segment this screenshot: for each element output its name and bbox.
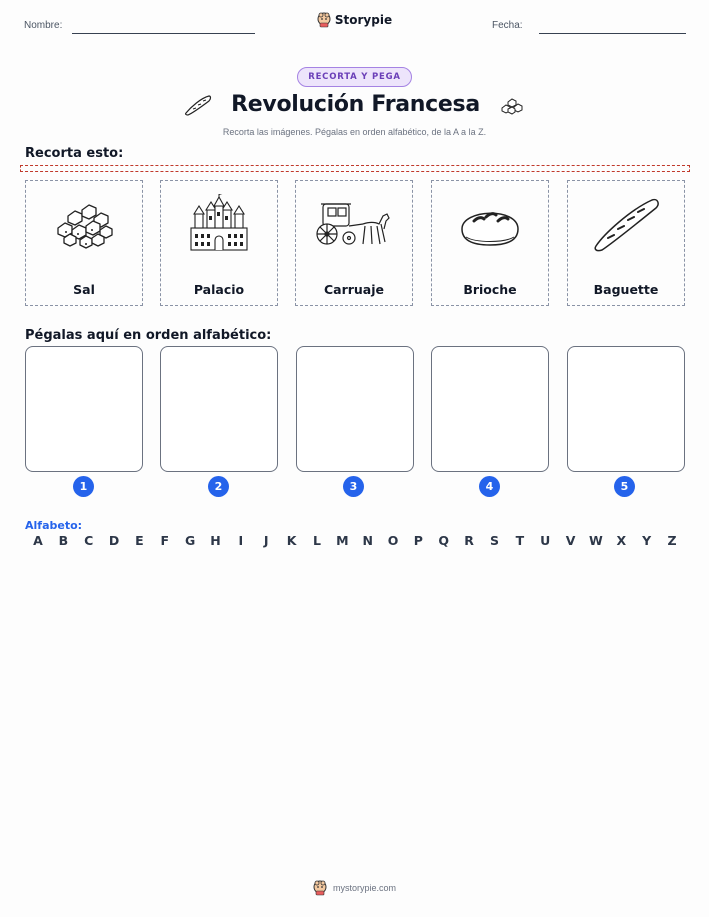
brand [0, 12, 709, 28]
date-line [539, 33, 686, 34]
alphabet-letter: J [263, 533, 269, 548]
alphabet-letter: U [540, 533, 551, 548]
brioche-icon [458, 199, 522, 249]
alphabet-letter: V [565, 533, 576, 548]
slot-number-badge: 5 [614, 476, 635, 497]
storypie-logo-icon [317, 12, 331, 28]
alphabet-letter: Z [667, 533, 677, 548]
alphabet-letter: X [616, 533, 627, 548]
alphabet-letter: R [464, 533, 474, 548]
alphabet-letter: L [312, 533, 321, 548]
alphabet-letter: W [589, 533, 603, 548]
alphabet-letter: H [210, 533, 221, 548]
baguette-icon [590, 194, 662, 254]
cut-card-brioche[interactable] [431, 180, 549, 306]
carriage-icon [315, 196, 393, 252]
storypie-logo-icon [313, 880, 327, 896]
salt-icon [52, 198, 116, 250]
page-title: Revolución Francesa [231, 92, 480, 117]
slot-number-badge: 1 [73, 476, 94, 497]
card-label: Baguette [593, 282, 659, 297]
alphabet-letter: K [286, 533, 297, 548]
name-label: Nombre: [24, 20, 63, 31]
brand-name: Storypie [334, 13, 393, 27]
alphabet-letter: O [387, 533, 399, 548]
alphabet-title: Alfabeto: [25, 519, 83, 532]
alphabet-letter: D [108, 533, 120, 548]
paste-heading: Pégalas aquí en orden alfabético: [25, 328, 272, 343]
cut-line [20, 165, 690, 172]
slot-number-badge: 2 [208, 476, 229, 497]
title-row [0, 92, 709, 117]
alphabet-letter: I [238, 533, 244, 548]
alphabet-letter: M [336, 533, 349, 548]
alphabet-letter: F [160, 533, 170, 548]
card-label: Palacio [193, 282, 245, 297]
cut-card-baguette[interactable] [567, 180, 685, 306]
alphabet-letter: Q [438, 533, 450, 548]
palace-icon [187, 194, 251, 254]
cut-card-sal[interactable] [25, 180, 143, 306]
date-label: Fecha: [492, 20, 523, 31]
footer-link[interactable]: mystorypie.com [332, 883, 396, 893]
paste-slot-4[interactable] [431, 346, 549, 472]
paste-slot-1[interactable] [25, 346, 143, 472]
paste-slot-2[interactable] [160, 346, 278, 472]
activity-badge [0, 67, 709, 87]
paste-slot-3[interactable] [296, 346, 414, 472]
instructions: Recorta las imágenes. Pégalas en orden alfabético, de la A a la Z. [222, 127, 487, 137]
alphabet-letter: T [515, 533, 525, 548]
alphabet-letter: N [362, 533, 373, 548]
slot-number-badge: 3 [343, 476, 364, 497]
alphabet-letter: S [489, 533, 499, 548]
activity-badge-label: RECORTA Y PEGA [297, 67, 412, 87]
card-label: Brioche [463, 282, 517, 297]
paste-slot-5[interactable] [567, 346, 685, 472]
alphabet-letter: G [185, 533, 196, 548]
alphabet-letter: B [58, 533, 69, 548]
name-line [72, 33, 255, 34]
baguette-icon [183, 93, 213, 117]
footer [0, 880, 709, 896]
slot-number-badge: 4 [479, 476, 500, 497]
alphabet-letter: C [84, 533, 94, 548]
cut-card-palacio[interactable] [160, 180, 278, 306]
cut-heading: Recorta esto: [25, 146, 124, 161]
alphabet-letter: E [135, 533, 144, 548]
card-label: Sal [73, 282, 95, 297]
alphabet-letter: Y [642, 533, 652, 548]
salt-icon [498, 94, 526, 116]
alphabet-letter: A [33, 533, 43, 548]
card-label: Carruaje [323, 282, 385, 297]
alphabet-letter: P [413, 533, 423, 548]
cut-card-carruaje[interactable] [295, 180, 413, 306]
